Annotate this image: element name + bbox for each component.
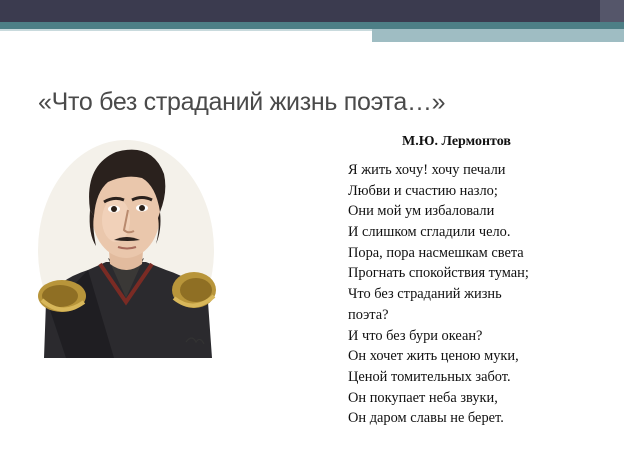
top-bar [0, 0, 624, 22]
poem-line: Любви и счастию назло; [348, 182, 498, 199]
poem-line: Он покупает неба звуки, [348, 389, 498, 406]
poem-line: Прогнать спокойствия туман; [348, 265, 529, 282]
top-bar-tail [600, 0, 624, 22]
poem-line: Ценой томительных забот. [348, 368, 511, 385]
author-name: М.Ю. Лермонтов [402, 134, 511, 149]
poem-line: поэта? [348, 306, 389, 323]
accent-stripe-light [372, 29, 624, 42]
poem-line: Они мой ум избаловали [348, 203, 495, 220]
accent-stripe-thin [0, 29, 372, 31]
lermontov-portrait-image [36, 130, 216, 358]
poem-text [348, 160, 618, 429]
slide-title: «Что без страданий жизнь поэта…» [38, 88, 446, 116]
poem-line: Он хочет жить ценою муки, [348, 348, 519, 365]
poem-line: И слишком сгладили чело. [348, 224, 511, 241]
poem-line: И что без бури океан? [348, 327, 483, 344]
poem-line: Он даром славы не берет. [348, 410, 504, 427]
poem-line: Что без страданий жизнь [348, 286, 502, 303]
poem-line: Я жить хочу! хочу печали [348, 162, 506, 178]
poem-line: Пора, пора насмешкам света [348, 244, 524, 261]
accent-stripe [0, 22, 624, 29]
